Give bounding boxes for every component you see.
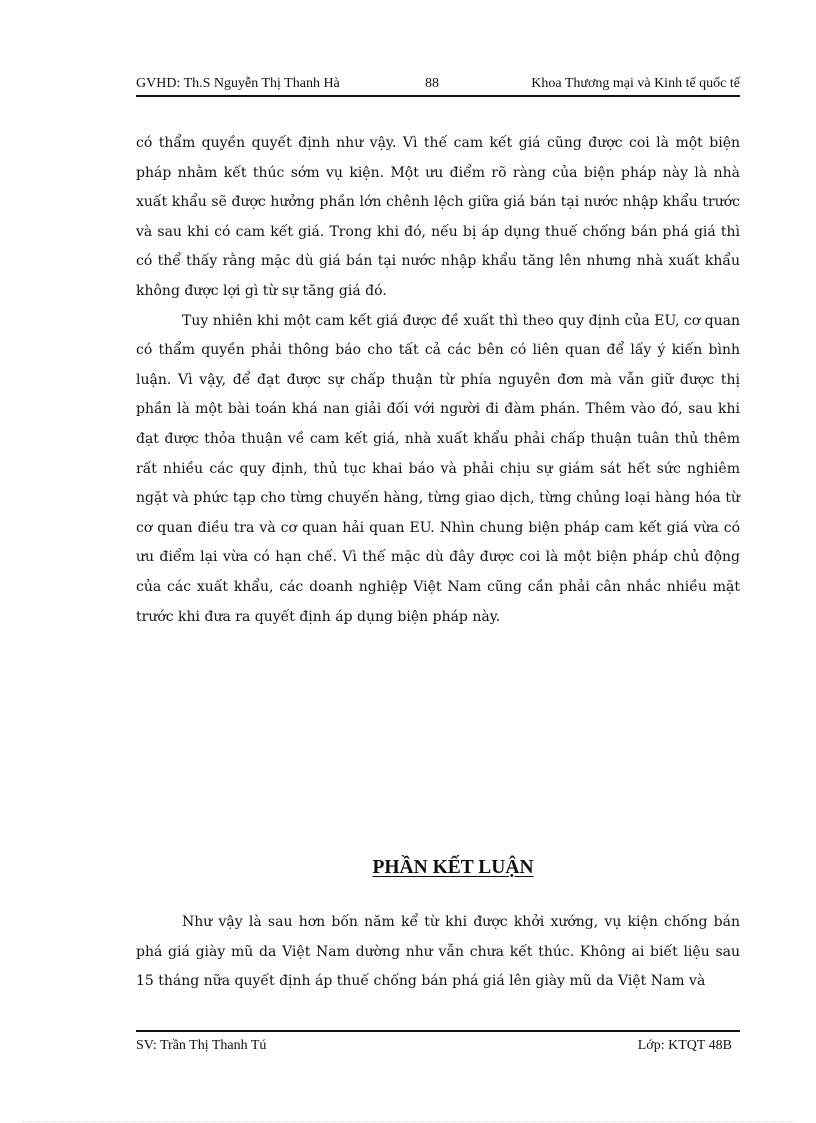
- conclusion-text: [136, 908, 740, 997]
- paragraph-2: Tuy nhiên khi một cam kết giá được đề xuất thì theo quy định của EU, cơ quan có thẩm quyền phải thông báo cho tất cả các bên có liên quan để lấy ý kiến bình luận. Vì vậy, để đạt được sự chấp thuận từ phía nguyên đơn mà vẫn giữ được thị phần là một bài toán khá nan giải đối với người đi đàm phán. Thêm vào đó, sau khi đạt được thỏa thuận về cam kết giá, nhà xuất khẩu phải chấp thuận tuân thủ thêm rất nhiều các quy định, thủ tục khai báo và phải chịu sự giám sát hết sức nghiêm ngặt và phức tạp cho từng chuyến hàng, từng giao dịch, từng chủng loại hàng hóa từ cơ quan điều tra và cơ quan hải quan EU. Nhìn chung biện pháp cam kết giá vừa có ưu điểm lại vừa có hạn chế. Vì thế mặc dù đây được coi là một biện pháp chủ động của các xuất khẩu, các doanh nghiệp Việt Nam cũng cần phải cân nhắc nhiều mặt trước khi đưa ra quyết định áp dụng biện pháp này.: [136, 312, 740, 625]
- footer-student: SV: Trần Thị Thanh Tú: [136, 1038, 267, 1053]
- header-supervisor: GVHD: Th.S Nguyễn Thị Thanh Hà: [136, 76, 340, 91]
- page-header: [136, 76, 740, 96]
- conclusion-paragraph: Như vậy là sau hơn bốn năm kể từ khi được khởi xướng, vụ kiện chống bán phá giá giày mũ da Việt Nam dường như vẫn chưa kết thúc. Không ai biết liệu sau 15 tháng nữa quyết định áp thuế chống bán phá giá lên giày mũ da Việt Nam và: [136, 914, 740, 990]
- page-footer: [136, 1038, 740, 1058]
- page-edge-dotted-line: [22, 1121, 794, 1122]
- section-title: PHẦN KẾT LUẬN: [372, 857, 534, 878]
- header-faculty: Khoa Thương mại và Kinh tế quốc tế: [531, 76, 740, 91]
- header-rule: [136, 95, 740, 97]
- footer-class: Lớp: KTQT 48B: [637, 1038, 732, 1053]
- paragraph-1: có thẩm quyền quyết định như vậy. Vì thế cam kết giá cũng được coi là một biện pháp nhằm kết thúc sớm vụ kiện. Một ưu điểm rõ ràng của biện pháp này là nhà xuất khẩu sẽ được hưởng phần lớn chênh lệch giữa giá bán tại nước nhập khẩu trước và sau khi có cam kết giá. Trong khi đó, nếu bị áp dụng thuế chống bán phá giá thì có thể thấy rằng mặc dù giá bán tại nước nhập khẩu tăng lên nhưng nhà xuất khẩu không được lợi gì từ sự tăng giá đó.: [136, 135, 740, 299]
- footer-rule: [136, 1030, 740, 1032]
- body-text: [136, 129, 740, 632]
- header-page-number: 88: [425, 76, 439, 91]
